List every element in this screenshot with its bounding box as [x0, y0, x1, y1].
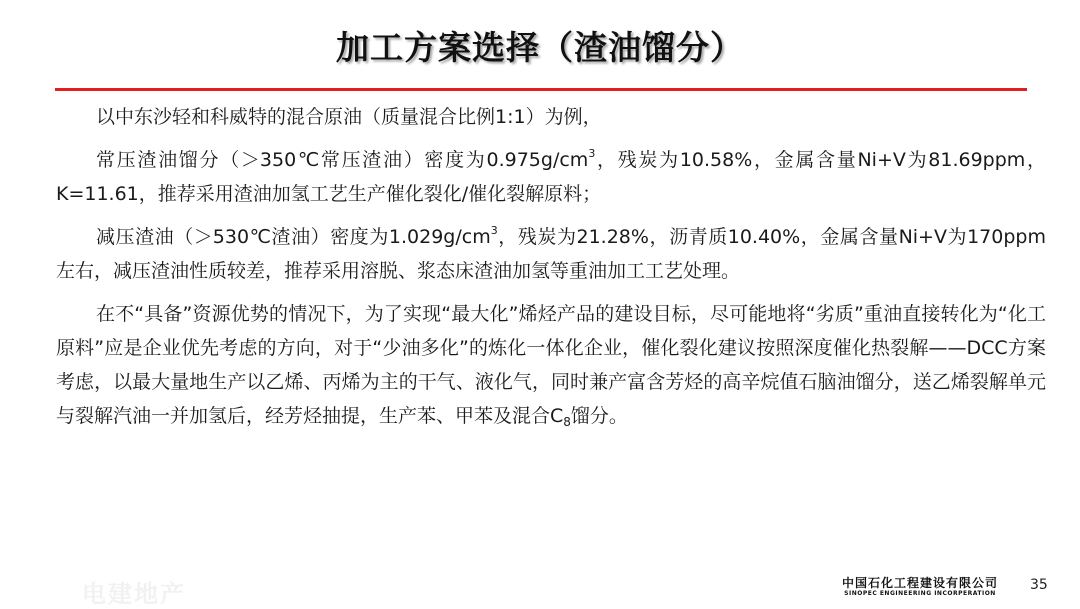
watermark: 电建地产 [82, 580, 186, 608]
paragraph-vacuum-residue [56, 220, 1046, 288]
title-divider [55, 88, 1027, 91]
paragraph-atmospheric-residue [56, 143, 1046, 211]
carbon-number-subscript: 8 [563, 415, 571, 429]
paragraph-atmospheric-residue-text-b: ，残炭为10.58%，金属含量Ni+V为81.69ppm，K=11.61，推荐采用渣油加氢工艺生产催化裂化/催化裂解原料； [56, 149, 1046, 205]
company-name-en: SINOPEC ENGINEERING INCORPERATION [844, 590, 996, 597]
paragraph-processing-strategy-text-b: 馏分。 [570, 405, 628, 427]
density-unit-superscript: 3 [490, 224, 498, 237]
paragraph-processing-strategy [56, 297, 1046, 433]
paragraph-processing-strategy-text-a: 在不“具备”资源优势的情况下，为了实现“最大化”烯烃产品的建设目标，尽可能地将“劣质”重油直接转化为“化工原料”应是企业优先考虑的方向，对于“少油多化”的炼化一体化企业，催化裂化建议按照深度催化热裂解——DCC方案考虑，以最大量地生产以乙烯、丙烯为主的干气、液化气，同时兼产富含芳烃的高辛烷值石脑油馏分，送乙烯裂解单元与裂解汽油一并加氢后，经芳烃抽提，生产苯、甲苯及混合C [56, 303, 1046, 427]
slide-body [56, 100, 1046, 442]
page-number: 35 [1030, 577, 1048, 593]
company-name-cn: 中国石化工程建设有限公司 [841, 576, 998, 590]
paragraph-vacuum-residue-text-b: ，残炭为21.28%，沥青质10.40%，金属含量Ni+V为170ppm左右，减压渣油性质较差，推荐采用溶脱、浆态床渣油加氢等重油加工工艺处理。 [56, 226, 1046, 282]
page-title: 加工方案选择（渣油馏分） [336, 28, 744, 67]
paragraph-intro-text: 以中东沙轻和科威特的混合原油（质量混合比例1:1）为例， [96, 106, 602, 128]
paragraph-intro [56, 100, 1046, 134]
paragraph-atmospheric-residue-text-a: 常压渣油馏分（＞350℃常压渣油）密度为0.975g/cm [96, 149, 589, 171]
company-logo [822, 576, 1018, 598]
paragraph-vacuum-residue-text-a: 减压渣油（＞530℃渣油）密度为1.029g/cm [96, 226, 491, 248]
density-unit-superscript: 3 [588, 147, 596, 160]
